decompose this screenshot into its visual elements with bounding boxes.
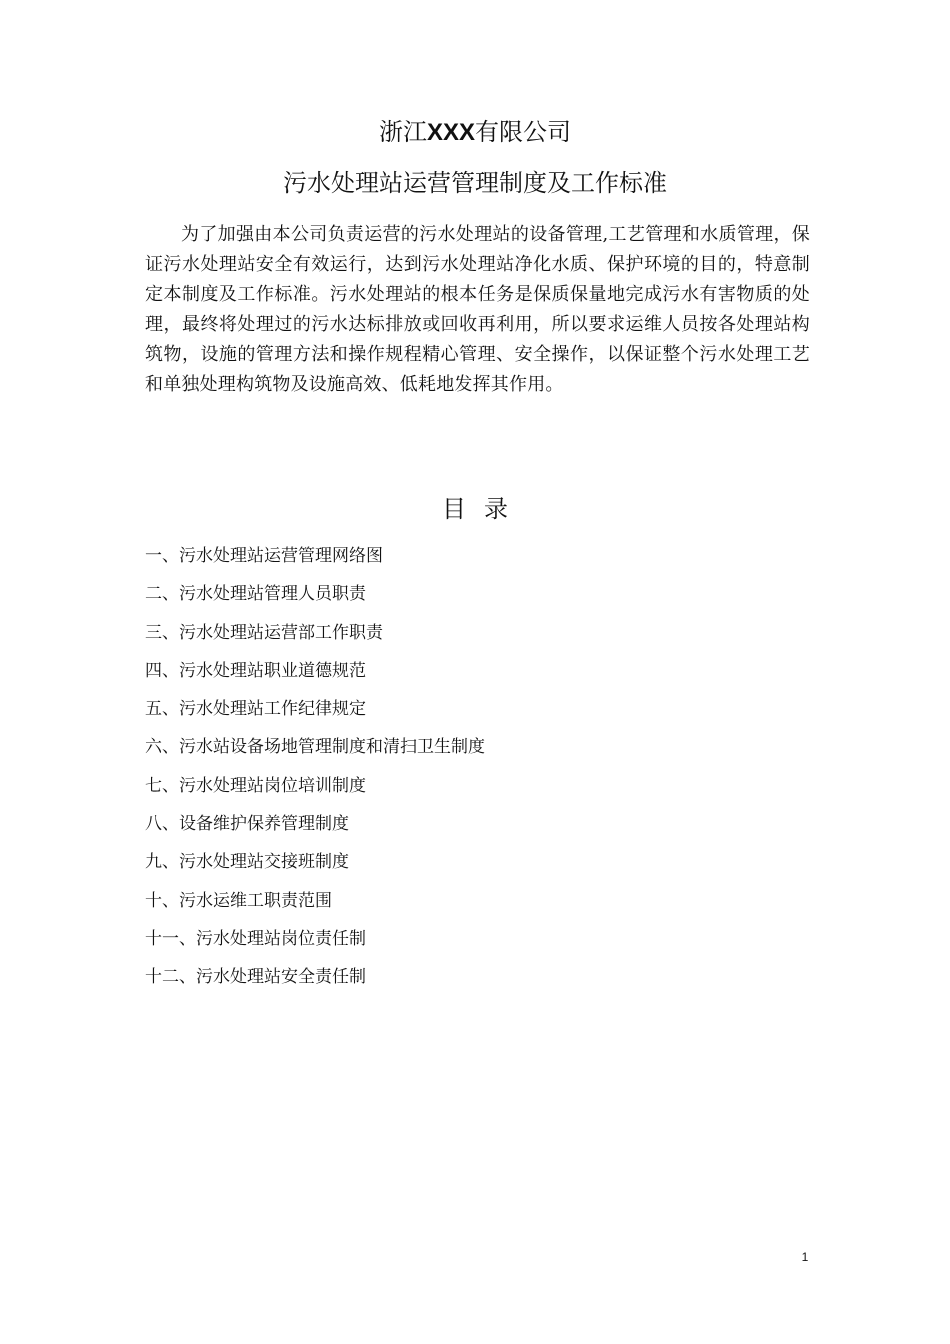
toc-item: 十一、污水处理站岗位责任制 [145,928,366,949]
toc-heading: 目录 [442,495,526,523]
toc-item: 二、污水处理站管理人员职责 [145,584,366,605]
intro-paragraph: 为了加强由本公司负责运营的污水处理站的设备管理,工艺管理和水质管理，保证污水处理站安全有效运行，达到污水处理站净化水质、保护环境的目的，特意制定本制度及工作标准。污水处理站的根本任务是保质保量地完成污水有害物质的处理，最终将处理过的污水达标排放或回收再利用，所以要求运维人员按各处理站构筑物，设施的管理方法和操作规程精心管理、安全操作，以保证整个污水处理工艺和单独处理构筑物及设施高效、低耗地发挥其作用。 [145,224,810,395]
toc-item: 十、污水运维工职责范围 [145,890,332,911]
toc-item: 一、污水处理站运营管理网络图 [145,546,383,566]
toc-item: 九、污水处理站交接班制度 [145,852,349,873]
toc-item: 三、污水处理站运营部工作职责 [145,622,383,643]
company-title-suffix: 有限公司 [475,118,572,146]
toc-item: 六、污水站设备场地管理制度和清扫卫生制度 [145,737,485,758]
company-title-prefix: 浙江 [378,118,427,146]
toc-item: 五、污水处理站工作纪律规定 [145,699,366,720]
toc-list [145,541,810,1001]
page-number: 1 [801,1250,809,1264]
company-title [0,117,950,148]
toc-item: 十二、污水处理站安全责任制 [145,967,366,988]
toc-item: 七、污水处理站岗位培训制度 [145,775,366,796]
toc-item: 八、设备维护保养管理制度 [145,814,349,835]
document-title: 污水处理站运营管理制度及工作标准 [283,169,667,197]
company-title-latin: XXX [426,119,476,146]
toc-item: 四、污水处理站职业道德规范 [145,660,366,681]
